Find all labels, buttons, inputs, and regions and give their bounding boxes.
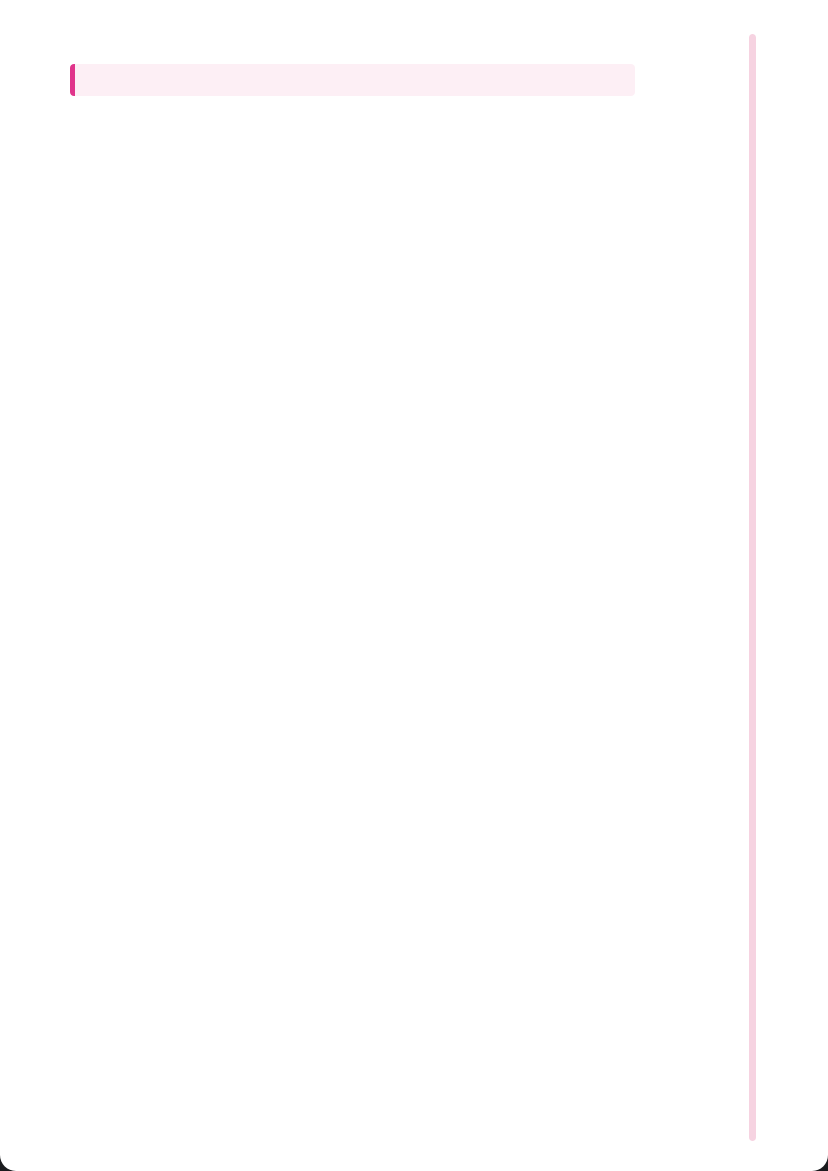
document-content: [70, 0, 635, 96]
key-point-callout: [70, 64, 635, 96]
page-edge-strip: [749, 34, 756, 1141]
